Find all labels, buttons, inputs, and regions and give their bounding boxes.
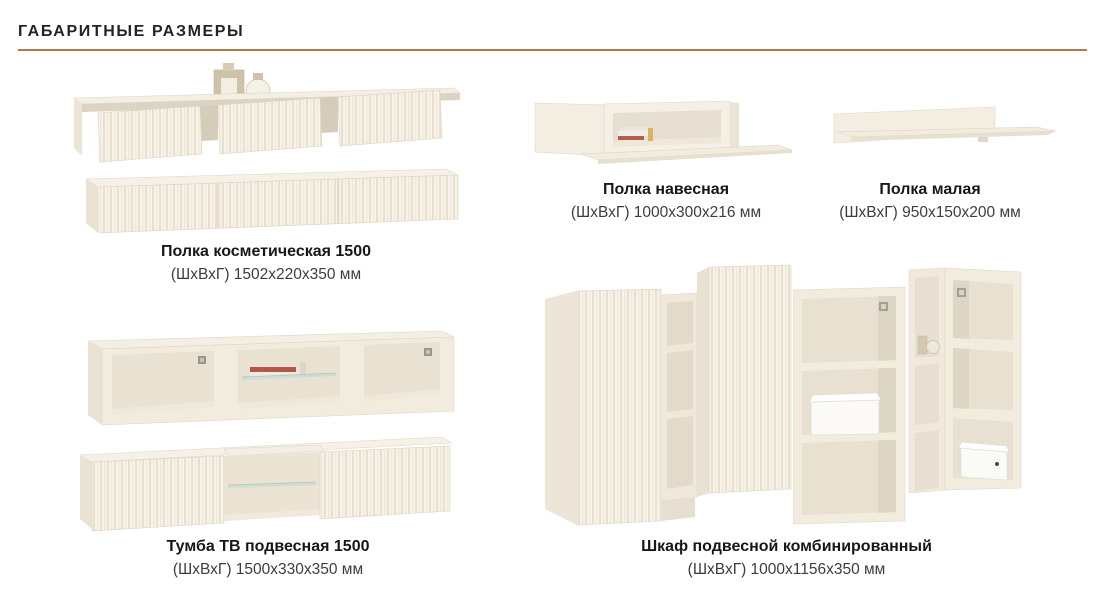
small-shelf-illustration xyxy=(830,94,1092,158)
item-name: Полка малая xyxy=(879,181,981,198)
combined-cabinet-closed-illustration xyxy=(543,253,793,539)
tv-stand-closed-illustration xyxy=(72,435,464,535)
item-name: Тумба ТВ подвесная 1500 xyxy=(166,538,370,555)
storage-box-decor xyxy=(809,393,881,435)
wall-shelf-illustration xyxy=(520,88,812,180)
item-dimensions: (ШхВхГ) 1000х300х216 мм xyxy=(570,204,762,221)
item-name: Полка косметическая 1500 xyxy=(161,243,371,260)
item-card-small-shelf xyxy=(800,88,1060,223)
page-title: ГАБАРИТНЫЕ РАЗМЕРЫ xyxy=(18,22,245,40)
item-caption xyxy=(72,537,464,579)
cosmetic-shelf-open-illustration xyxy=(68,62,464,166)
section-divider xyxy=(18,49,1087,51)
item-caption xyxy=(68,242,464,284)
item-card-cosmetic-shelf xyxy=(68,62,464,292)
cosmetic-shelf-closed-illustration xyxy=(68,165,464,237)
combined-cabinet-open-illustration xyxy=(793,250,1023,542)
item-card-combined-cabinet xyxy=(530,250,1043,585)
item-caption xyxy=(530,537,1043,579)
item-caption xyxy=(520,180,812,222)
item-name: Шкаф подвесной комбинированный xyxy=(641,538,932,555)
item-card-wall-shelf xyxy=(520,88,812,223)
item-dimensions: (ШхВхГ) 950х150х200 мм xyxy=(839,204,1021,221)
storage-box-decor-2 xyxy=(959,442,1009,480)
tv-stand-open-illustration xyxy=(72,325,464,429)
item-dimensions: (ШхВхГ) 1500х330х350 мм xyxy=(172,561,364,578)
item-dimensions: (ШхВхГ) 1000х1156х350 мм xyxy=(687,561,886,578)
item-card-tv-stand xyxy=(72,325,464,585)
item-name: Полка навесная xyxy=(602,181,730,198)
item-caption xyxy=(800,180,1060,222)
item-dimensions: (ШхВхГ) 1502х220х350 мм xyxy=(170,266,362,283)
